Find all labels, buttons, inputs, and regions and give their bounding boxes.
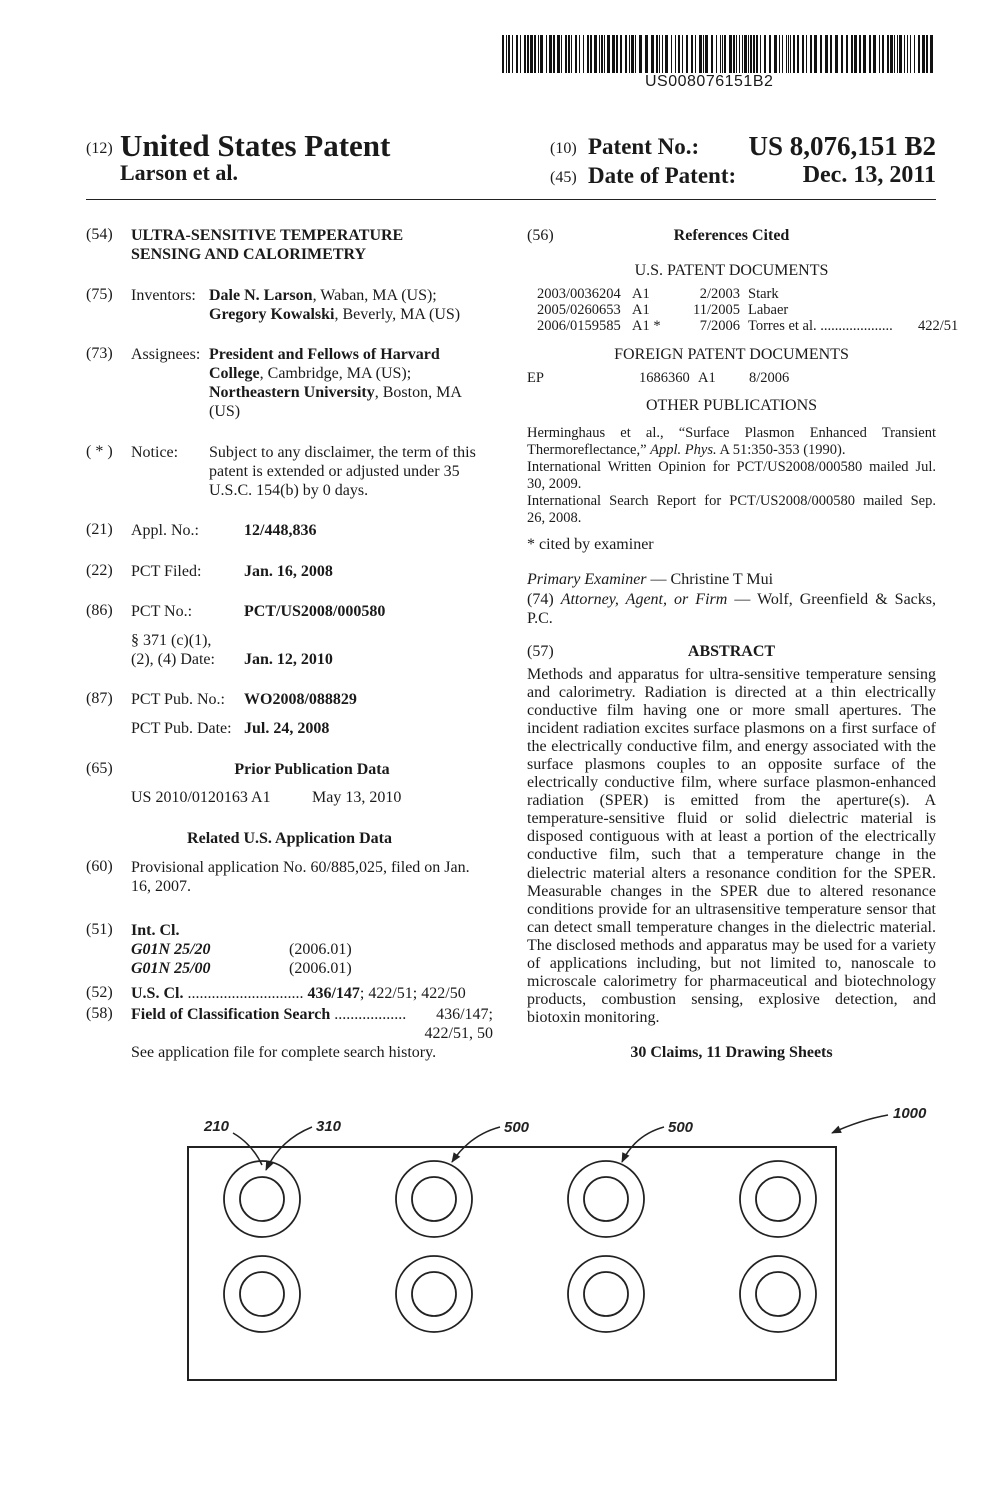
appl-label: Appl. No.: (131, 522, 199, 539)
pct-filed-date: Jan. 16, 2008 (244, 563, 333, 580)
aperture-inner-ring (412, 1177, 456, 1221)
barcode-bar (769, 35, 771, 73)
barcode-bar (914, 35, 915, 73)
doc-type: United States Patent (120, 128, 391, 163)
barcode-bar (863, 35, 866, 73)
barcode-bar (520, 35, 521, 73)
patent-no-label: Patent No.: (588, 134, 700, 159)
barcode-bar (918, 35, 920, 73)
ref-number: 2003/0036204 (537, 286, 621, 302)
barcode-bar (625, 35, 627, 73)
barcode-bar (538, 35, 539, 73)
ref-label: 500 (668, 1119, 694, 1136)
patent-date: Dec. 13, 2011 (802, 162, 936, 188)
other-pub-2a: International Written Opinion for PCT/US2008/000580 mailed Jul. (527, 459, 936, 475)
patent-number: US 8,076,151 B2 (748, 131, 936, 161)
pct-filed-label: PCT Filed: (131, 563, 202, 580)
ref-kind: A1 (632, 286, 650, 302)
barcode-number: US008076151B2 (645, 73, 774, 90)
us-cl: U.S. Cl. ............................. 436/147; 422/51; 422/50 (131, 985, 466, 1002)
barcode-bar (703, 35, 704, 73)
prior-pub-heading: Prior Publication Data (234, 761, 390, 778)
barcode-bar (691, 35, 693, 73)
barcode-bar (760, 35, 761, 73)
aperture-outer-ring (224, 1161, 300, 1237)
barcode-bar (587, 35, 589, 73)
table-row (537, 302, 958, 318)
int-cl-1-version: (2006.01) (289, 941, 352, 958)
ref-number: 2006/0159585 (537, 318, 621, 334)
barcode-bar (825, 35, 828, 73)
int-cl-2-version: (2006.01) (289, 960, 352, 977)
barcode-bar (656, 35, 658, 73)
pct-pub-code: (87) (86, 690, 113, 707)
barcode-bar (516, 35, 518, 73)
pct-filed-code: (22) (86, 562, 113, 579)
assignees-list: President and Fellows of Harvard College, Cambridge, MA (US); Northeastern University, Boston, MA (US) (209, 346, 462, 420)
barcode-bar (546, 35, 547, 73)
barcode-bar (590, 35, 592, 73)
barcode-bar (599, 35, 600, 73)
barcode-bar (568, 35, 570, 73)
aperture-outer-ring (740, 1161, 816, 1237)
barcode-bar (887, 35, 889, 73)
ref-date: 7/2006 (699, 318, 740, 334)
us-docs-heading: U.S. PATENT DOCUMENTS (634, 262, 829, 279)
barcode-bar (790, 35, 791, 73)
barcode-bar (786, 35, 787, 73)
related-code: (60) (86, 858, 113, 875)
assignees-code: (73) (86, 345, 113, 362)
barcode-bar (502, 35, 504, 73)
barcode-bar (859, 35, 861, 73)
barcode-bar (736, 35, 737, 73)
barcode-bar (733, 35, 735, 73)
barcode (502, 35, 936, 73)
notice-label: Notice: (131, 444, 179, 461)
date-label: Date of Patent: (588, 163, 737, 188)
barcode-bar (846, 35, 848, 73)
barcode-bar (742, 35, 743, 73)
foreign-number: 1686360 (639, 370, 690, 386)
other-pub-2b: 30, 2009. (527, 476, 582, 492)
table-row (537, 318, 958, 334)
ref-class: 422/51 (918, 318, 959, 334)
barcode-bar (540, 35, 543, 73)
barcode-bar (711, 35, 713, 73)
ref-kind: A1 * (632, 318, 661, 334)
barcode-bar (612, 35, 615, 73)
foreign-date: 8/2006 (749, 370, 790, 386)
aperture-outer-ring (396, 1161, 472, 1237)
barcode-bar (882, 35, 884, 73)
patent-figure (180, 1100, 960, 1400)
barcode-bar (841, 35, 843, 73)
ref-kind: A1 (632, 302, 650, 318)
other-pubs-heading: OTHER PUBLICATIONS (645, 397, 818, 414)
us-docs-table (537, 286, 958, 334)
barcode-bar (814, 35, 817, 73)
patent-title: ULTRA-SENSITIVE TEMPERATURE SENSING AND CALORIMETRY (131, 227, 404, 263)
barcode-bar (910, 35, 911, 73)
barcode-bar (782, 35, 783, 73)
barcode-bar (904, 35, 905, 73)
foreign-heading: FOREIGN PATENT DOCUMENTS (614, 346, 849, 363)
leader-1000 (832, 1115, 888, 1133)
barcode-bar (764, 35, 766, 73)
barcode-bar (594, 35, 597, 73)
pct-pub-date: Jul. 24, 2008 (244, 720, 330, 737)
barcode-bar (830, 35, 832, 73)
pct-no-label: PCT No.: (131, 603, 193, 620)
barcode-bar (607, 35, 610, 73)
barcode-bar (651, 35, 654, 73)
prior-pub-number: US 2010/0120163 A1 (131, 789, 271, 806)
ref-class (918, 302, 958, 318)
barcode-bar (557, 35, 560, 73)
foreign-kind: A1 (698, 370, 716, 386)
barcode-bar (705, 35, 708, 73)
inventors-list: Dale N. Larson, Waban, MA (US); Gregory Kowalski, Beverly, MA (US) (209, 287, 461, 323)
barcode-bar (810, 35, 812, 73)
ref-label: 1000 (893, 1105, 927, 1122)
ref-name: Stark (748, 286, 779, 302)
appl-number: 12/448,836 (244, 522, 317, 539)
barcode-bar (926, 35, 928, 73)
barcode-bar (583, 35, 584, 73)
aperture-outer-ring (568, 1161, 644, 1237)
barcode-bar (873, 35, 876, 73)
barcode-bar (774, 35, 777, 73)
aperture-outer-ring (740, 1256, 816, 1332)
field-search-label: Field of Classification Search .................. (131, 1006, 407, 1023)
barcode-bar (802, 35, 804, 73)
barcode-bar (506, 35, 507, 73)
claims-summary: 30 Claims, 11 Drawing Sheets (630, 1044, 833, 1061)
barcode-bar (756, 35, 758, 73)
barcode-bar (639, 35, 642, 73)
us-cl-code: (52) (86, 984, 113, 1001)
barcode-bar (635, 35, 636, 73)
field-search-note: See application file for complete search history. (131, 1044, 437, 1061)
barcode-bar (675, 35, 676, 73)
foreign-country: EP (527, 370, 544, 386)
barcode-bar (797, 35, 799, 73)
refs-code: (56) (527, 227, 554, 244)
inventors-code: (75) (86, 286, 113, 303)
barcode-bar (851, 35, 853, 73)
aperture-inner-ring (240, 1272, 284, 1316)
pct-number: PCT/US2008/000580 (244, 603, 386, 620)
barcode-bar (671, 35, 672, 73)
barcode-bar (788, 35, 789, 73)
prior-pub-date: May 13, 2010 (312, 789, 402, 806)
header-rule (86, 199, 936, 200)
aperture-grid (224, 1161, 816, 1332)
barcode-bar (739, 35, 740, 73)
barcode-bar (716, 35, 717, 73)
barcode-bar (835, 35, 838, 73)
prior-pub-code: (65) (86, 760, 113, 777)
ref-label: 310 (316, 1118, 342, 1135)
barcode-bar (729, 35, 732, 73)
barcode-bar (629, 35, 630, 73)
barcode-bar (601, 35, 603, 73)
barcode-bar (565, 35, 567, 73)
table-row (537, 286, 958, 302)
related-text: Provisional application No. 60/885,025, filed on Jan. 16, 2007. (131, 859, 470, 895)
barcode-bar (744, 35, 747, 73)
barcode-bar (659, 35, 660, 73)
barcode-bar (820, 35, 822, 73)
notice-text: Subject to any disclaimer, the term of this patent is extended or adjusted under 35 U.S.C. 154(b) by 0 days. (209, 444, 476, 499)
leader-310 (266, 1127, 312, 1170)
int-cl-1: G01N 25/20 (131, 941, 211, 958)
cited-note: * cited by examiner (527, 536, 654, 553)
barcode-bar (524, 35, 526, 73)
barcode-bar (616, 35, 618, 73)
appl-code: (21) (86, 521, 113, 538)
aperture-inner-ring (584, 1272, 628, 1316)
pct-pub-date-label: PCT Pub. Date: (131, 720, 232, 737)
ref-class (918, 286, 958, 302)
aperture-inner-ring (412, 1272, 456, 1316)
barcode-bar (750, 35, 752, 73)
inventors-label: Inventors: (131, 287, 196, 304)
int-cl-label: Int. Cl. (131, 922, 180, 939)
barcode-bar (620, 35, 622, 73)
date-code: (45) (550, 169, 577, 186)
notice-code: ( * ) (86, 443, 113, 460)
barcode-bar (575, 35, 577, 73)
s371-date: Jan. 12, 2010 (244, 651, 333, 668)
barcode-bar (527, 35, 529, 73)
title-code: (54) (86, 226, 113, 243)
barcode-bar (930, 35, 933, 73)
aperture-inner-ring (240, 1177, 284, 1221)
barcode-bar (753, 35, 755, 73)
barcode-bar (894, 35, 895, 73)
aperture-inner-ring (756, 1272, 800, 1316)
barcode-bar (631, 35, 634, 73)
barcode-bar (879, 35, 880, 73)
barcode-bar (724, 35, 726, 73)
barcode-bar (907, 35, 908, 73)
inventor-short: Larson et al. (120, 160, 238, 185)
ref-number: 2005/0260653 (537, 302, 621, 318)
barcode-bar (869, 35, 871, 73)
barcode-bar (579, 35, 580, 73)
doc-type-code: (12) (86, 140, 113, 157)
barcode-bar (890, 35, 893, 73)
barcode-bar (722, 35, 723, 73)
barcode-bar (720, 35, 721, 73)
barcode-bar (561, 35, 562, 73)
abstract-code: (57) (527, 643, 554, 660)
s371-label: § 371 (c)(1), (2), (4) Date: (131, 632, 215, 668)
ref-date: 2/2003 (699, 286, 740, 302)
barcode-bar (549, 35, 552, 73)
aperture-outer-ring (568, 1256, 644, 1332)
ref-date: 11/2005 (693, 302, 740, 318)
barcode-bar (922, 35, 925, 73)
pct-pub-label: PCT Pub. No.: (131, 691, 225, 708)
barcode-bar (854, 35, 857, 73)
assignees-label: Assignees: (131, 346, 201, 363)
barcode-bar (662, 35, 663, 73)
int-cl-2: G01N 25/00 (131, 960, 211, 977)
int-cl-code: (51) (86, 921, 113, 938)
attorney: (74) Attorney, Agent, or Firm — Wolf, Greenfield & Sacks, P.C. (527, 591, 937, 627)
refs-heading: References Cited (673, 227, 790, 244)
abstract-text: Methods and apparatus for ultra-sensitive temperature sensing and calorimetry. Radiation is directed at a thin electrically conductive film having one or more small apertures. The incident radiation excites surface plasmons on a first surface of the electrically conductive film, and energy associated with the surface plasmons couples to an opposite surface of the electrically conductive film, where surface plasmon-enhanced radiation (SPER) is emitted from the aperture(s). A temperature-sensitive fluid or solid dielectric material is disposed contiguous with at least a portion of the electrically conductive film, such that a temperature change in the dielectric material alters a resonance condition for the SPER. Measurable changes in the SPER due to altered resonance conditions provide for an ultrasensitive temperature sensor that can detect small temperature changes in the dielectric material. The disclosed methods and apparatus may be used for a variety of applications including, but not limited to, nanoscale to microscale calorimetry for pharmaceutical and biotechnology products, combustion sensing, explosive detection, and biotoxin monitoring. (527, 666, 936, 1026)
other-pub-3b: 26, 2008. (527, 510, 582, 526)
leader-500a (452, 1127, 500, 1162)
barcode-bar (793, 35, 795, 73)
barcode-bar (508, 35, 510, 73)
field-search-code: (58) (86, 1005, 113, 1022)
ref-name: Torres et al. .................... (748, 318, 893, 334)
barcode-bar (748, 35, 749, 73)
ref-label: 500 (504, 1119, 530, 1136)
other-pub-3a: International Search Report for PCT/US2008/000580 mailed Sep. (527, 493, 936, 509)
aperture-inner-ring (756, 1177, 800, 1221)
aperture-outer-ring (224, 1256, 300, 1332)
barcode-bar (604, 35, 605, 73)
barcode-bar (695, 35, 696, 73)
primary-examiner: Primary Examiner — Christine T Mui (527, 571, 774, 588)
barcode-bar (699, 35, 702, 73)
barcode-bar (553, 35, 555, 73)
barcode-bar (571, 35, 572, 73)
ref-name: Labaer (748, 302, 789, 318)
other-pub-1b: Thermoreflectance,” Appl. Phys. A 51:350-353 (1990). (527, 442, 846, 458)
aperture-outer-ring (396, 1256, 472, 1332)
related-heading: Related U.S. Application Data (187, 830, 392, 847)
aperture-inner-ring (584, 1177, 628, 1221)
leader-210 (233, 1133, 262, 1165)
barcode-bar (682, 35, 683, 73)
abstract-heading: ABSTRACT (687, 643, 776, 660)
leader-500b (622, 1127, 664, 1162)
barcode-bar (897, 35, 898, 73)
barcode-bar (530, 35, 533, 73)
ref-label: 210 (204, 1118, 230, 1135)
patent-no-code: (10) (550, 140, 577, 157)
pct-no-code: (86) (86, 602, 113, 619)
barcode-bar (779, 35, 780, 73)
other-pub-1a: Herminghaus et al., “Surface Plasmon Enhanced Transient (527, 425, 936, 441)
barcode-bar (645, 35, 648, 73)
field-search-classes: 436/147; 422/51, 50 (424, 1006, 493, 1042)
barcode-bar (534, 35, 536, 73)
barcode-bar (686, 35, 688, 73)
barcode-bar (665, 35, 668, 73)
pct-pub-number: WO2008/088829 (244, 691, 357, 708)
barcode-bar (806, 35, 807, 73)
barcode-bar (678, 35, 680, 73)
barcode-bar (512, 35, 513, 73)
barcode-bar (899, 35, 902, 73)
